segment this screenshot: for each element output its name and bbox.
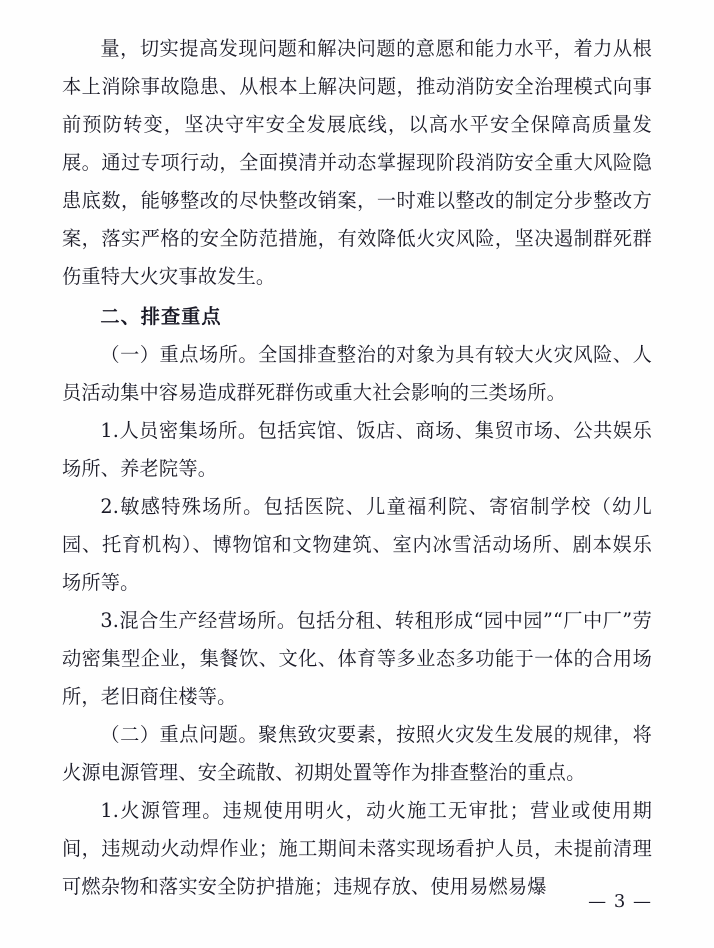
paragraph-continuation: 量，切实提高发现问题和解决问题的意愿和能力水平，着力从根本上消除事故隐患、从根本上解决问题，推动消防安全治理模式向事前预防转变，坚决守牢安全发展底线，以高水平安全保障高质量发展。通过专项行动，全面摸清并动态掌握现阶段消防安全重大风险隐患底数，能够整改的尽快整改销案，一时难以整改的制定分步整改方案，落实严格的安全防范措施，有效降低火灾风险，坚决遏制群死群伤重特大火灾事故发生。 — [62, 37, 652, 288]
section-heading-inspection-focus: 二、排查重点 — [100, 305, 222, 328]
document-body — [62, 30, 652, 906]
paragraph-key-problems: （二）重点问题。聚焦致灾要素，按照火灾发生发展的规律，将火源电源管理、安全疏散、初期处置等作为排查整治的重点。 — [62, 723, 652, 784]
paragraph-mixed-use-venues: 3.混合生产经营场所。包括分租、转租形成“园中园”“厂中厂”劳动密集型企业，集餐饮、文化、体育等多业态多功能于一体的合用场所，老旧商住楼等。 — [62, 609, 652, 708]
paragraph-crowded-venues: 1.人员密集场所。包括宾馆、饭店、商场、集贸市场、公共娱乐场所、养老院等。 — [62, 419, 652, 480]
paragraph-key-venues: （一）重点场所。全国排查整治的对象为具有较大火灾风险、人员活动集中容易造成群死群伤或重大社会影响的三类场所。 — [62, 343, 652, 404]
paragraph-fire-source-management: 1.火源管理。违规使用明火，动火施工无审批；营业或使用期间，违规动火动焊作业；施工期间未落实现场看护人员，未提前清理可燃杂物和落实安全防护措施；违规存放、使用易燃易爆 — [62, 799, 652, 898]
page-number: — 3 — — [588, 891, 652, 912]
paragraph-sensitive-venues: 2.敏感特殊场所。包括医院、儿童福利院、寄宿制学校（幼儿园、托育机构）、博物馆和文物建筑、室内冰雪活动场所、剧本娱乐场所等。 — [62, 495, 652, 594]
